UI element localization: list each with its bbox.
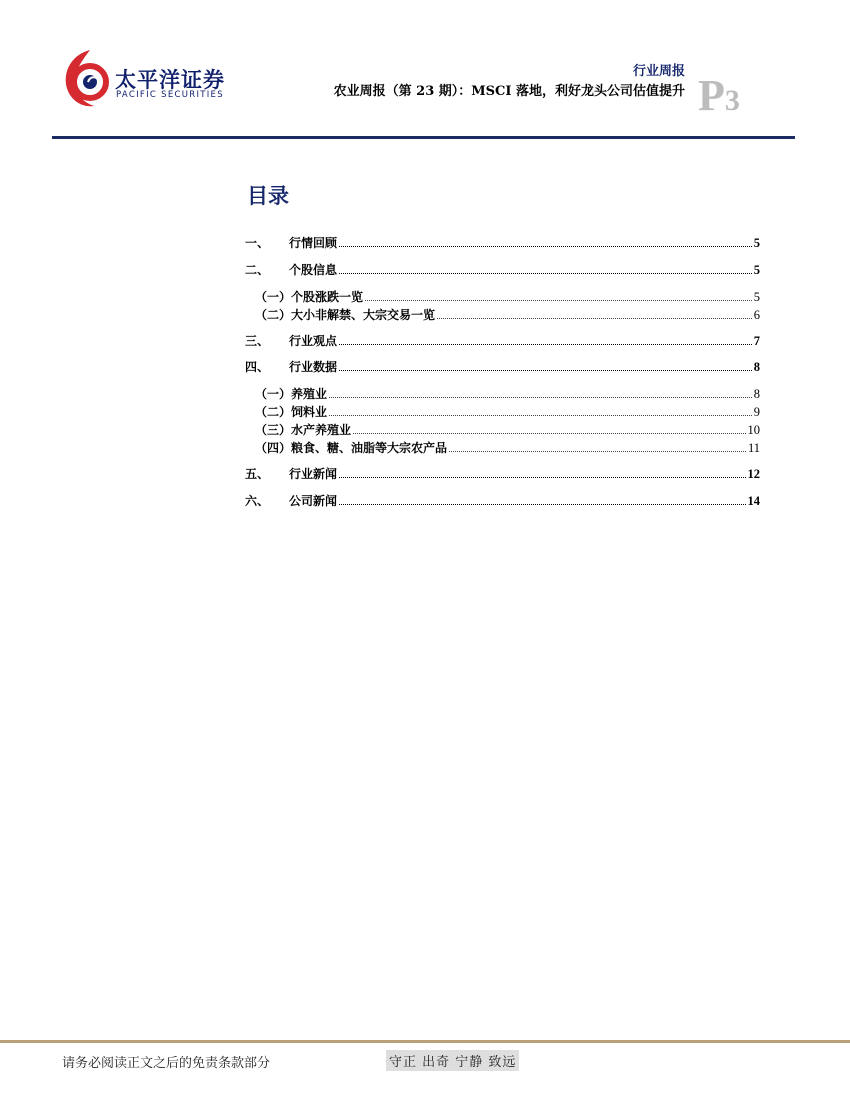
toc-entry-number: 五、 [245,467,270,481]
footer-motto: 守正 出奇 宁静 致远 [386,1050,519,1071]
dot-leader [449,450,746,452]
toc-entry-page: 7 [753,334,760,348]
toc-entry-page: 9 [753,405,760,419]
toc-entry-title: 行业数据 [289,360,338,374]
toc-entry-title: （一）个股涨跌一览 [255,290,364,304]
dot-leader [329,414,752,416]
toc-entry-page: 8 [753,387,760,401]
toc-entry-page: 5 [753,263,760,277]
dot-leader [339,343,752,345]
toc-entry-title: （四）粮食、糖、油脂等大宗农产品 [255,441,448,455]
toc-entry-title: 公司新闻 [289,494,338,508]
toc-entry[interactable] [245,261,760,279]
toc-entry[interactable] [245,234,760,252]
toc-entry-page: 6 [753,308,760,322]
toc-subentry[interactable] [255,385,760,403]
toc-entry-page: 12 [747,467,760,481]
dot-leader [353,432,745,434]
toc-entry-page: 5 [753,290,760,304]
toc-entry-page: 10 [747,423,760,437]
page-letter: P [698,71,725,120]
toc-subentry[interactable] [255,403,760,421]
report-type: 行业周报 [632,64,685,79]
toc-entry-title: 个股信息 [289,263,338,277]
dot-leader [339,272,752,274]
dot-leader [339,369,752,371]
toc-entry[interactable] [245,332,760,350]
toc-subentry[interactable] [255,306,760,324]
toc-entry-title: 行业观点 [289,334,338,348]
logo-english-name: PACIFIC SECURITIES [116,90,224,100]
toc-subentry[interactable] [255,288,760,306]
dot-leader [365,299,752,301]
toc-entry-number: 二、 [245,263,270,277]
toc-subentry[interactable] [255,421,760,439]
toc-heading: 目录 [247,184,289,208]
toc-entry-title: （三）水产养殖业 [255,423,352,437]
toc-entry-number: 六、 [245,494,270,508]
pacific-securities-logo-icon [60,46,112,110]
toc-entry-number: 一、 [245,236,270,250]
toc-entry-page: 14 [747,494,760,508]
footer-divider [0,1040,850,1043]
report-title: 农业周报（第 23 期）：MSCI 落地，利好龙头公司估值提升 [333,84,685,99]
toc-entry-page: 5 [753,236,760,250]
toc-entry-page: 11 [747,441,760,455]
toc-entry-title: （二）大小非解禁、大宗交易一览 [255,308,436,322]
toc-entry-number: 三、 [245,334,270,348]
toc-entry-title: （二）饲料业 [255,405,328,419]
logo-chinese-name: 太平洋证券 [115,68,225,92]
toc-entry[interactable] [245,465,760,483]
dot-leader [437,317,752,319]
dot-leader [329,396,752,398]
toc-entry[interactable] [245,358,760,376]
page-number: 3 [724,84,740,117]
toc-entry-title: 行业新闻 [289,467,338,481]
footer-disclaimer: 请务必阅读正文之后的免责条款部分 [62,1056,271,1071]
toc-entry-page: 8 [753,360,760,374]
page-number-mark [698,70,740,121]
header-divider [52,136,795,139]
dot-leader [339,476,745,478]
company-logo [60,46,240,114]
dot-leader [339,503,745,505]
toc-subentry[interactable] [255,439,760,457]
toc-entry[interactable] [245,492,760,510]
toc-entry-title: 行情回顾 [289,236,338,250]
toc-entry-number: 四、 [245,360,270,374]
toc-entry-title: （一）养殖业 [255,387,328,401]
dot-leader [339,245,752,247]
